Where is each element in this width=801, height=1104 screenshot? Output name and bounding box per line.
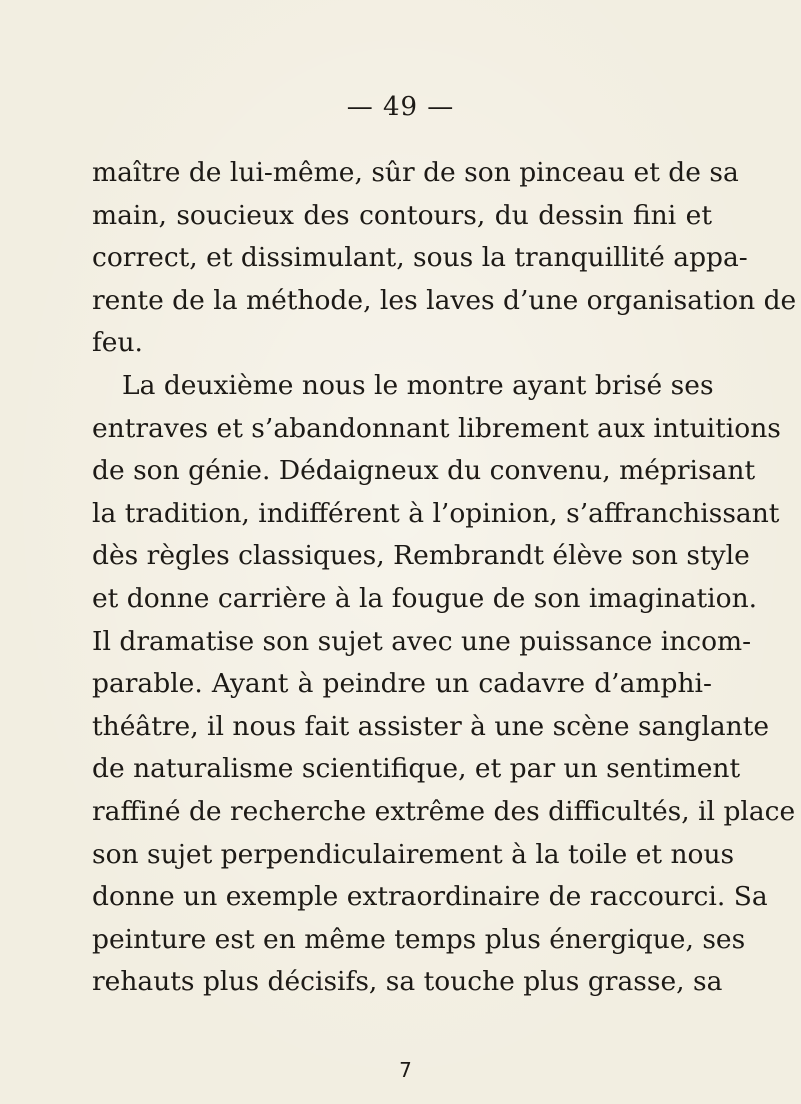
text-line: parable. Ayant à peindre un cadavre d’amphi- — [92, 668, 712, 700]
text-line: correct, et dissimulant, sous la tranquillité appa- — [92, 242, 748, 274]
text-line: et donne carrière à la fougue de son imagination. — [92, 582, 758, 614]
text-line: entraves et s’abandonnant librement aux intuitions — [92, 412, 781, 444]
text-line: dès règles classiques, Rembrandt élève son style — [92, 540, 750, 572]
text-line: de naturalisme scientifique, et par un sentiment — [92, 753, 741, 785]
text-line: de son génie. Dédaigneux du convenu, méprisant — [92, 455, 756, 487]
text-line: Il dramatise son sujet avec une puissance incom- — [92, 625, 752, 657]
text-line: rente de la méthode, les laves d’une organisation de — [92, 284, 797, 316]
text-line: rehauts plus décisifs, sa touche plus grasse, sa — [92, 966, 723, 998]
signature-mark: 7 — [399, 1058, 412, 1082]
text-line: feu. — [92, 327, 143, 359]
page-number: — 49 — — [346, 92, 455, 122]
text-line: raffiné de recherche extrême des difficultés, il place — [92, 795, 796, 827]
text-line: peinture est en même temps plus énergique, ses — [92, 923, 746, 955]
text-line: la tradition, indifférent à l’opinion, s’affranchissant — [92, 497, 780, 529]
text-line: maître de lui-même, sûr de son pinceau et de sa — [92, 157, 739, 188]
body-text — [92, 152, 797, 1004]
text-line: donne un exemple extraordinaire de raccourci. Sa — [92, 881, 768, 913]
text-line: théâtre, il nous fait assister à une scène sanglante — [92, 710, 770, 742]
text-line: son sujet perpendiculairement à la toile et nous — [92, 838, 735, 870]
paragraph-start-line: La deuxième nous le montre ayant brisé ses — [122, 369, 714, 401]
text-line: main, soucieux des contours, du dessin fini et — [92, 199, 712, 231]
